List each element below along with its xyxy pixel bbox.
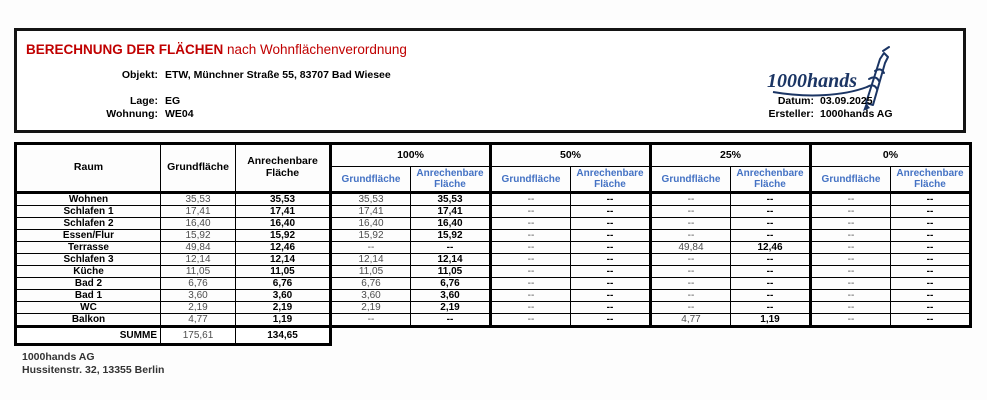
field-lage-value: EG [165, 95, 181, 107]
value-cell: -- [491, 230, 571, 242]
table-row [16, 278, 971, 290]
page-title-main: BERECHNUNG DER FLÄCHEN [26, 42, 224, 57]
value-cell: -- [891, 206, 971, 218]
value-cell: -- [731, 206, 811, 218]
footer-address: Hussitenstr. 32, 13355 Berlin [22, 364, 165, 376]
value-cell: -- [891, 302, 971, 314]
value-cell: 12,14 [411, 254, 491, 266]
value-cell: -- [811, 266, 891, 278]
room-name-cell: WC [16, 302, 161, 314]
group-header-50: 50% [491, 144, 651, 167]
page-title-suffix: nach Wohnflächenverordnung [223, 42, 407, 57]
room-name-cell: Balkon [16, 314, 161, 327]
value-cell: -- [651, 254, 731, 266]
footer-company: 1000hands AG [22, 351, 95, 363]
table-row [16, 302, 971, 314]
subheader-0-anrech: Anrechenbare Fläche [891, 167, 971, 193]
value-cell: 12,46 [731, 242, 811, 254]
summe-anrechenbare: 134,65 [236, 327, 331, 345]
value-cell: -- [331, 314, 411, 327]
value-cell: -- [571, 278, 651, 290]
summe-label: SUMME [16, 327, 161, 345]
value-cell: 17,41 [411, 206, 491, 218]
value-cell: -- [571, 193, 651, 206]
value-cell: 3,60 [411, 290, 491, 302]
value-cell: -- [731, 278, 811, 290]
value-cell: 15,92 [411, 230, 491, 242]
value-cell: -- [651, 266, 731, 278]
value-cell: -- [571, 254, 651, 266]
value-cell: -- [491, 278, 571, 290]
value-cell: -- [731, 193, 811, 206]
value-cell: -- [811, 193, 891, 206]
subheader-100-grund: Grundfläche [331, 167, 411, 193]
table-row [16, 206, 971, 218]
value-cell: -- [811, 314, 891, 327]
table-row [16, 290, 971, 302]
value-cell: 3,60 [236, 290, 331, 302]
value-cell: 35,53 [331, 193, 411, 206]
field-lage-label: Lage: [129, 95, 158, 107]
value-cell: 12,14 [331, 254, 411, 266]
value-cell: 4,77 [651, 314, 731, 327]
value-cell: 3,60 [161, 290, 236, 302]
value-cell: 17,41 [161, 206, 236, 218]
value-cell: 11,05 [411, 266, 491, 278]
value-cell: -- [651, 278, 731, 290]
room-name-cell: Schlafen 2 [16, 218, 161, 230]
value-cell: -- [571, 242, 651, 254]
value-cell: 6,76 [236, 278, 331, 290]
value-cell: -- [811, 254, 891, 266]
summe-table [14, 325, 332, 346]
value-cell: -- [731, 254, 811, 266]
table-row [16, 254, 971, 266]
value-cell: -- [811, 230, 891, 242]
value-cell: -- [891, 266, 971, 278]
value-cell: 4,77 [161, 314, 236, 327]
value-cell: -- [891, 193, 971, 206]
value-cell: -- [651, 230, 731, 242]
field-wohnung-value: WE04 [165, 108, 194, 120]
page-footer [22, 351, 164, 377]
value-cell: -- [891, 218, 971, 230]
value-cell: 49,84 [161, 242, 236, 254]
area-table-wrap [14, 142, 972, 346]
value-cell: 49,84 [651, 242, 731, 254]
value-cell: 16,40 [331, 218, 411, 230]
value-cell: 11,05 [236, 266, 331, 278]
value-cell: -- [891, 314, 971, 327]
value-cell: 1,19 [236, 314, 331, 327]
value-cell: -- [491, 302, 571, 314]
value-cell: -- [491, 266, 571, 278]
page-title [26, 42, 407, 57]
value-cell: 17,41 [331, 206, 411, 218]
value-cell: -- [811, 242, 891, 254]
group-header-100: 100% [331, 144, 491, 167]
value-cell: -- [491, 290, 571, 302]
room-name-cell: Bad 1 [16, 290, 161, 302]
value-cell: -- [491, 218, 571, 230]
value-cell: 15,92 [161, 230, 236, 242]
value-cell: -- [811, 290, 891, 302]
room-name-cell: Schlafen 1 [16, 206, 161, 218]
value-cell: -- [731, 218, 811, 230]
value-cell: 16,40 [236, 218, 331, 230]
value-cell: -- [891, 254, 971, 266]
value-cell: 35,53 [411, 193, 491, 206]
value-cell: 11,05 [331, 266, 411, 278]
value-cell: -- [571, 206, 651, 218]
value-cell: 3,60 [331, 290, 411, 302]
value-cell: -- [651, 218, 731, 230]
value-cell: -- [651, 206, 731, 218]
value-cell: 35,53 [236, 193, 331, 206]
group-header-25: 25% [651, 144, 811, 167]
value-cell: -- [331, 242, 411, 254]
value-cell: -- [411, 314, 491, 327]
table-row [16, 242, 971, 254]
subheader-50-anrech: Anrechenbare Fläche [571, 167, 651, 193]
room-name-cell: Bad 2 [16, 278, 161, 290]
group-header-0: 0% [811, 144, 971, 167]
value-cell: -- [571, 266, 651, 278]
value-cell: -- [491, 254, 571, 266]
value-cell: -- [731, 302, 811, 314]
value-cell: 11,05 [161, 266, 236, 278]
value-cell: 17,41 [236, 206, 331, 218]
value-cell: 2,19 [236, 302, 331, 314]
value-cell: -- [811, 218, 891, 230]
subheader-25-grund: Grundfläche [651, 167, 731, 193]
value-cell: -- [571, 218, 651, 230]
field-wohnung-label: Wohnung: [106, 108, 158, 120]
column-header-grundflaeche: Grundfläche [161, 144, 236, 193]
value-cell: 6,76 [411, 278, 491, 290]
room-name-cell: Essen/Flur [16, 230, 161, 242]
meta-datum-label: Datum: [777, 95, 814, 107]
value-cell: -- [571, 230, 651, 242]
column-header-raum: Raum [16, 144, 161, 193]
value-cell: -- [651, 302, 731, 314]
value-cell: -- [891, 278, 971, 290]
value-cell: -- [891, 290, 971, 302]
subheader-25-anrech: Anrechenbare Fläche [731, 167, 811, 193]
value-cell: 35,53 [161, 193, 236, 206]
value-cell: 2,19 [411, 302, 491, 314]
field-wohnung [26, 108, 194, 120]
document-header-box [14, 28, 966, 133]
meta-ersteller-value: 1000hands AG [820, 108, 893, 120]
value-cell: 6,76 [331, 278, 411, 290]
value-cell: 1,19 [731, 314, 811, 327]
room-name-cell: Wohnen [16, 193, 161, 206]
value-cell: -- [731, 230, 811, 242]
value-cell: 2,19 [331, 302, 411, 314]
meta-ersteller-label: Ersteller: [768, 108, 814, 120]
table-row [16, 266, 971, 278]
value-cell: -- [571, 302, 651, 314]
value-cell: -- [811, 206, 891, 218]
value-cell: -- [811, 278, 891, 290]
area-table [14, 142, 972, 328]
value-cell: 12,14 [236, 254, 331, 266]
value-cell: 12,46 [236, 242, 331, 254]
value-cell: -- [651, 193, 731, 206]
value-cell: 12,14 [161, 254, 236, 266]
value-cell: -- [651, 290, 731, 302]
summe-row [16, 327, 331, 345]
table-row [16, 218, 971, 230]
value-cell: 2,19 [161, 302, 236, 314]
value-cell: -- [411, 242, 491, 254]
room-name-cell: Küche [16, 266, 161, 278]
value-cell: -- [491, 314, 571, 327]
value-cell: 6,76 [161, 278, 236, 290]
value-cell: -- [571, 314, 651, 327]
value-cell: -- [891, 242, 971, 254]
room-name-cell: Schlafen 3 [16, 254, 161, 266]
meta-datum-value: 03.09.2025 [820, 95, 873, 107]
meta-ersteller [632, 108, 893, 120]
field-objekt-value: ETW, Münchner Straße 55, 83707 Bad Wiesee [165, 69, 391, 81]
value-cell: -- [491, 242, 571, 254]
table-row [16, 230, 971, 242]
value-cell: 15,92 [236, 230, 331, 242]
table-row [16, 193, 971, 206]
svg-text:1000hands: 1000hands [767, 70, 858, 92]
field-objekt-label: Objekt: [121, 69, 158, 81]
value-cell: 15,92 [331, 230, 411, 242]
value-cell: -- [571, 290, 651, 302]
room-name-cell: Terrasse [16, 242, 161, 254]
value-cell: -- [731, 290, 811, 302]
value-cell: -- [811, 302, 891, 314]
subheader-0-grund: Grundfläche [811, 167, 891, 193]
table-body [16, 193, 971, 327]
subheader-50-grund: Grundfläche [491, 167, 571, 193]
group-header-row [16, 144, 971, 167]
value-cell: -- [731, 266, 811, 278]
value-cell: -- [491, 193, 571, 206]
value-cell: -- [491, 206, 571, 218]
value-cell: -- [891, 230, 971, 242]
field-lage [26, 95, 180, 107]
value-cell: 16,40 [411, 218, 491, 230]
summe-grundflaeche: 175,61 [161, 327, 236, 345]
column-header-anrechenbare: Anrechenbare Fläche [236, 144, 331, 193]
value-cell: 16,40 [161, 218, 236, 230]
field-objekt [26, 69, 391, 81]
subheader-100-anrech: Anrechenbare Fläche [411, 167, 491, 193]
meta-datum [632, 95, 873, 107]
